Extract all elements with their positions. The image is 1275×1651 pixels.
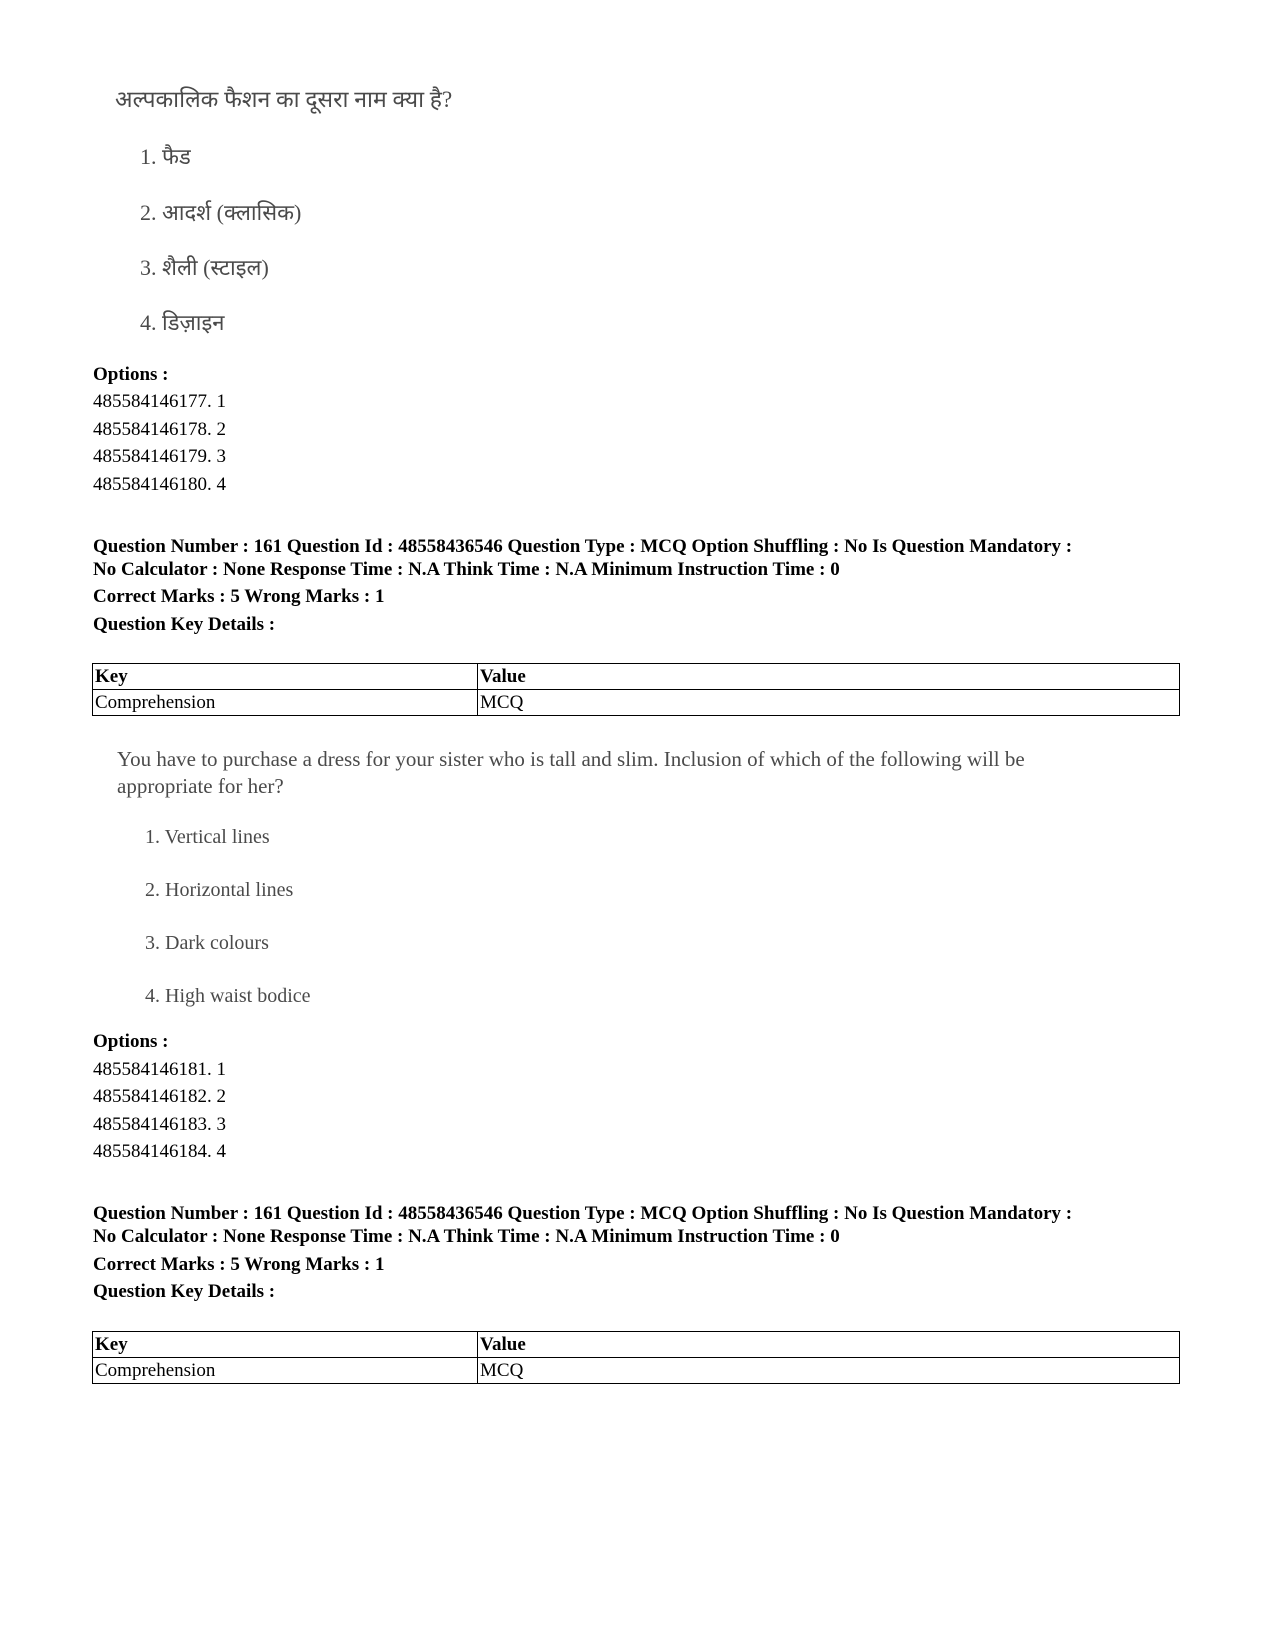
option-id: 485584146183. 3 — [93, 1114, 226, 1135]
table-cell-key: Comprehension — [93, 690, 478, 716]
question-text-line: You have to purchase a dress for your sister who is tall and slim. Inclusion of which of the following will be — [117, 747, 1025, 771]
option-id: 485584146177. 1 — [93, 391, 226, 412]
table-header-key: Key — [93, 1332, 478, 1358]
key-details-label: Question Key Details : — [93, 614, 276, 635]
question-meta-line: Question Number : 161 Question Id : 48558436546 Question Type : MCQ Option Shuffling : No Is Question Mandatory : — [93, 536, 1073, 557]
option-id: 485584146184. 4 — [93, 1141, 226, 1162]
option-id: 485584146178. 2 — [93, 419, 226, 440]
options-label: Options : — [93, 364, 169, 385]
key-value-table — [92, 1331, 1180, 1384]
question-meta-line: No Calculator : None Response Time : N.A Think Time : N.A Minimum Instruction Time : 0 — [93, 1226, 840, 1247]
table-cell-value: MCQ — [478, 690, 1180, 716]
question-choice-1: 1. Vertical lines — [145, 826, 270, 848]
table-header-value: Value — [478, 1332, 1180, 1358]
question-meta-line: No Calculator : None Response Time : N.A Think Time : N.A Minimum Instruction Time : 0 — [93, 559, 840, 580]
option-id: 485584146181. 1 — [93, 1059, 226, 1080]
question-text-hindi: अल्पकालिक फैशन का दूसरा नाम क्या है? — [115, 87, 453, 112]
table-header-key: Key — [93, 664, 478, 690]
question-text-line: appropriate for her? — [117, 774, 284, 798]
table-header-value: Value — [478, 664, 1180, 690]
table-row — [93, 1358, 1180, 1384]
key-value-table — [92, 663, 1180, 716]
options-label: Options : — [93, 1031, 169, 1052]
question-choice-1: 1. फैड — [140, 144, 191, 169]
marks-line: Correct Marks : 5 Wrong Marks : 1 — [93, 1254, 385, 1275]
question-choice-3: 3. Dark colours — [145, 932, 269, 954]
marks-line: Correct Marks : 5 Wrong Marks : 1 — [93, 586, 385, 607]
question-meta-line: Question Number : 161 Question Id : 48558436546 Question Type : MCQ Option Shuffling : No Is Question Mandatory : — [93, 1203, 1073, 1224]
option-id: 485584146182. 2 — [93, 1086, 226, 1107]
option-id: 485584146179. 3 — [93, 446, 226, 467]
option-id: 485584146180. 4 — [93, 474, 226, 495]
table-cell-key: Comprehension — [93, 1358, 478, 1384]
question-choice-2: 2. आदर्श (क्लासिक) — [140, 200, 302, 225]
table-header-row — [93, 1332, 1180, 1358]
table-cell-value: MCQ — [478, 1358, 1180, 1384]
key-details-label: Question Key Details : — [93, 1281, 276, 1302]
question-choice-3: 3. शैली (स्टाइल) — [140, 255, 269, 280]
table-header-row — [93, 664, 1180, 690]
question-choice-4: 4. डिज़ाइन — [140, 310, 225, 335]
table-row — [93, 690, 1180, 716]
question-choice-4: 4. High waist bodice — [145, 985, 311, 1007]
question-choice-2: 2. Horizontal lines — [145, 879, 294, 901]
